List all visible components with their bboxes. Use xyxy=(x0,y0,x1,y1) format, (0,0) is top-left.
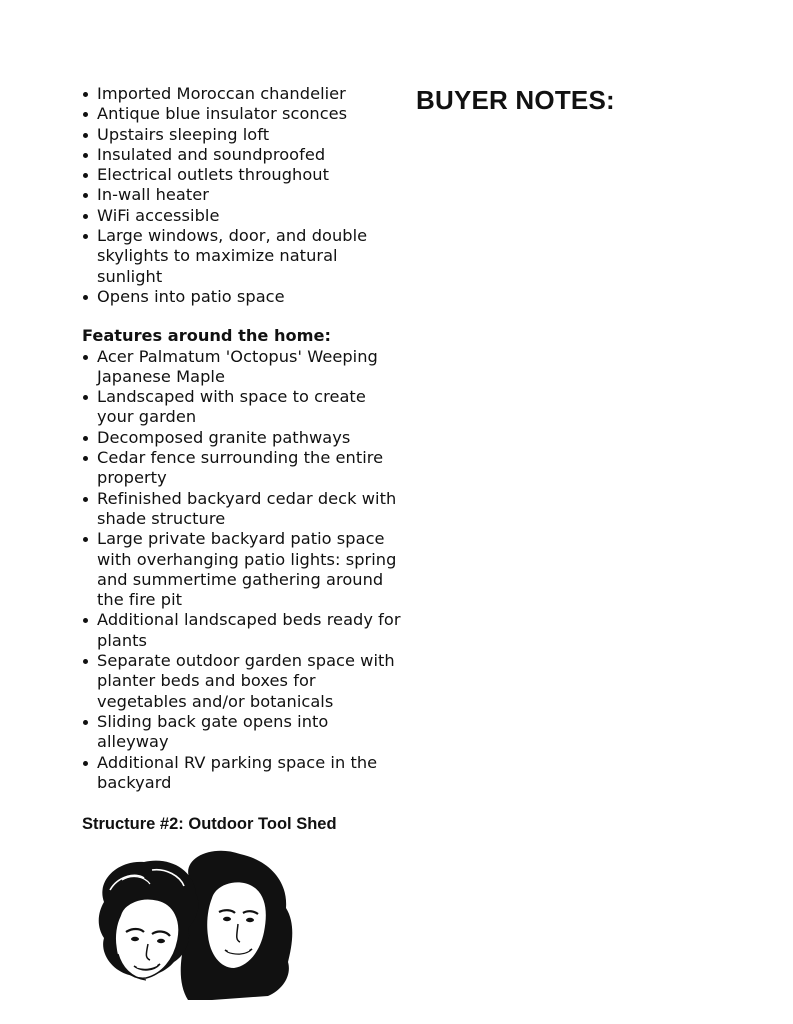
list-item: Refinished backyard cedar deck with shade structure xyxy=(82,489,402,530)
list-item: Landscaped with space to create your garden xyxy=(82,387,402,428)
list-item: Insulated and soundproofed xyxy=(82,145,402,165)
list-item: In-wall heater xyxy=(82,185,402,205)
feature-column xyxy=(82,84,402,793)
list-item: Decomposed granite pathways xyxy=(82,428,402,448)
list-item: Additional landscaped beds ready for plants xyxy=(82,610,402,651)
home-features-list xyxy=(82,347,402,794)
home-features-heading: Features around the home: xyxy=(82,326,331,346)
list-item: Sliding back gate opens into alleyway xyxy=(82,712,402,753)
list-item: Cedar fence surrounding the entire property xyxy=(82,448,402,489)
list-item: WiFi accessible xyxy=(82,206,402,226)
buyer-notes-heading: BUYER NOTES: xyxy=(416,85,615,115)
list-item: Large windows, door, and double skylights to maximize natural sunlight xyxy=(82,226,402,287)
list-item: Electrical outlets throughout xyxy=(82,165,402,185)
list-item: Large private backyard patio space with overhanging patio lights: spring and summertime gathering around the fire pit xyxy=(82,529,402,610)
list-item: Antique blue insulator sconces xyxy=(82,104,402,124)
structure-heading: Structure #2: Outdoor Tool Shed xyxy=(82,815,337,833)
list-item: Additional RV parking space in the backyard xyxy=(82,753,402,794)
list-item: Acer Palmatum 'Octopus' Weeping Japanese Maple xyxy=(82,347,402,388)
list-item: Separate outdoor garden space with planter beds and boxes for vegetables and/or botanicals xyxy=(82,651,402,712)
list-item: Imported Moroccan chandelier xyxy=(82,84,402,104)
list-item: Opens into patio space xyxy=(82,287,402,307)
list-item: Upstairs sleeping loft xyxy=(82,125,402,145)
interior-features-list xyxy=(82,84,402,307)
two-women-portrait-logo-icon xyxy=(92,850,307,1000)
